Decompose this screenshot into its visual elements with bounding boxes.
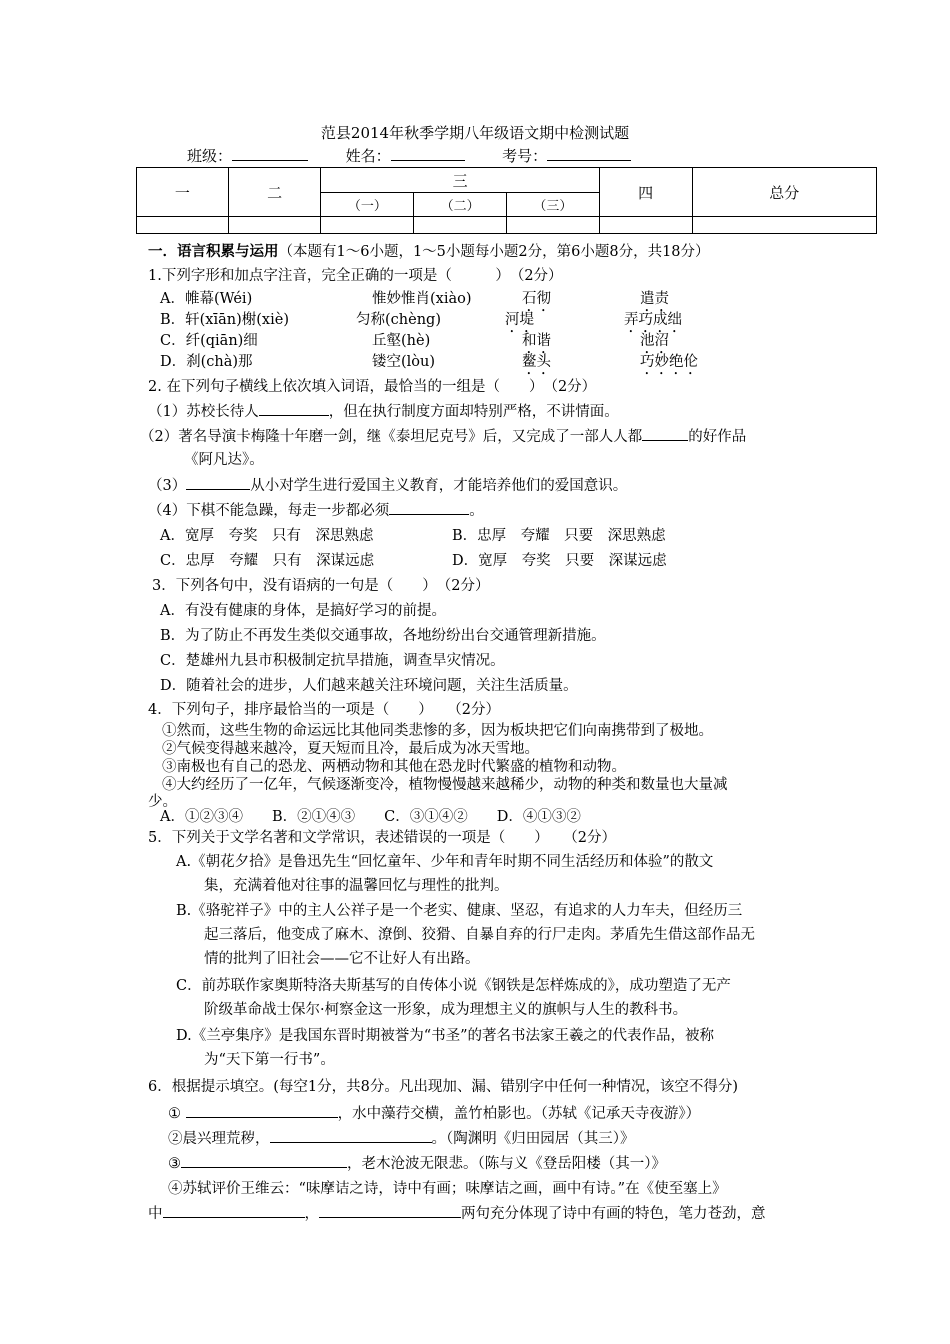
q6-l3-text: ，老木沧波无限悲。（陈与义《登岳阳楼（其一）》 [347, 1156, 666, 1172]
score-header-2: 二 [228, 168, 321, 217]
q2-blank-1[interactable] [259, 402, 329, 416]
q5-option-c-line1: C．前苏联作家奥斯特洛夫斯基写的自传体小说《钢铁是怎样炼成的》，成功塑造了无产 [176, 978, 731, 994]
exam-no-label: 考号： [502, 147, 548, 165]
q1-option-b-1: B．轩(xīān)榭(xiè) [160, 312, 289, 328]
q4-options: A．①②③④ B．②①④③ C．③①④② D．④①③② [160, 809, 581, 825]
q2-sentence-2 [140, 425, 746, 446]
exam-no-blank[interactable] [547, 146, 631, 161]
q2-option-d: D．宽厚 夸奖 只要 深谋远虑 [452, 553, 667, 569]
q2-sentence-4 [148, 499, 484, 520]
score-header-1: 一 [137, 168, 229, 217]
q6-l1-text: ，水中藻荇交横，盖竹柏影也。（苏轼《记承天寺夜游》） [337, 1106, 701, 1122]
q1-option-b-3: 河堤 [505, 312, 534, 328]
q6-l5-text-c: 两句充分体现了诗中有画的特色，笔力苍劲，意 [461, 1206, 766, 1222]
q6-line-4: ④苏轼评价王维云：“味摩诘之诗，诗中有画；味摩诘之画，画中有诗。”在《使至塞上》 [168, 1181, 727, 1197]
q2-option-a: A．宽厚 夸奖 只有 深思熟虑 [160, 528, 374, 544]
score-sub-3: （三） [507, 193, 600, 217]
score-header-total: 总分 [692, 168, 876, 217]
q2-option-b: B．忠厚 夸耀 只要 深思熟虑 [452, 528, 666, 544]
q6-l1-number: ① [168, 1106, 181, 1122]
section1-heading-line [148, 240, 710, 261]
exam-title: 范县2014年秋季学期八年级语文期中检测试题 [320, 124, 630, 142]
q3-option-c: C．楚雄州九县市积极制定抗旱措施，调查旱灾情况。 [160, 653, 505, 669]
q4-sentence-4-cont: 少。 [148, 794, 177, 810]
q1-option-a-2: 惟妙惟肖(xiào) [372, 291, 472, 307]
score-table [136, 167, 877, 234]
q6-blank-5[interactable] [319, 1204, 461, 1218]
q2-s4-text-b: 。 [469, 503, 484, 519]
q6-l3-number: ③ [168, 1156, 181, 1172]
q1-option-a-3: 石彻 [522, 291, 551, 307]
q2-s1-text-a: （1）苏校长待人 [148, 404, 259, 420]
q4-sentence-2: ②气候变得越来越冷，夏天短而且冷，最后成为冰天雪地。 [162, 741, 539, 757]
q3-stem: 3．下列各句中，没有语病的一句是（ ） （2分） [152, 578, 490, 594]
q5-option-b-line3: 情的批判了旧社会——它不让好人有出路。 [204, 951, 480, 967]
q2-option-c: C．忠厚 夸耀 只有 深谋远虑 [160, 553, 375, 569]
q4-sentence-1: ①然而，这些生物的命运远比其他同类悲惨的多，因为板块把它们向南携带到了极地。 [162, 723, 713, 739]
section1-desc: （本题有1～6小题，1～5小题每小题2分，第6小题8分，共18分） [278, 244, 710, 260]
q6-blank-4[interactable] [163, 1204, 305, 1218]
section1-heading: 一．语言积累与运用 [148, 243, 279, 260]
q6-line-2 [168, 1127, 635, 1148]
q1-option-d-1: D．刹(chà)那 [160, 354, 253, 370]
q1-option-c-1: C．纤(qiān)细 [160, 333, 258, 349]
q5-option-c-line2: 阶级革命战士保尔·柯察金这一形象，成为理想主义的旗帜与人生的教科书。 [204, 1002, 688, 1018]
q5-option-a-line1: A.《朝花夕拾》是鲁迅先生“回忆童年、少年和青年时期不同生活经历和体验”的散文 [176, 854, 714, 870]
q1-option-c-3: 和谐 [522, 333, 551, 349]
q5-option-b-line2: 起三落后，他变成了麻木、潦倒、狡猾、自暴自弃的行尸走肉。茅盾先生借这部作品无 [204, 927, 755, 943]
q1-option-b-4: 弄巧成绌 [624, 312, 682, 328]
q6-l5-comma: ， [304, 1206, 319, 1222]
q6-blank-1[interactable] [186, 1104, 338, 1118]
q2-blank-2[interactable] [642, 427, 688, 441]
q6-blank-2[interactable] [270, 1129, 432, 1143]
q1-stem: 1.下列字形和加点字注音，完全正确的一项是（ ） （2分） [148, 268, 563, 284]
q5-stem: 5．下列关于文学名著和文学常识，表述错误的一项是（ ） （2分） [148, 830, 616, 846]
name-label: 姓名： [345, 147, 391, 165]
q2-s3-text-b: 从小对学生进行爱国主义教育，才能培养他们的爱国意识。 [250, 478, 628, 494]
q4-sentence-4: ④大约经历了一亿年，气候逐渐变冷，植物慢慢越来越稀少，动物的种类和数量也大量减 [162, 777, 728, 793]
q5-option-b-line1: B.《骆驼祥子》中的主人公祥子是一个老实、健康、坚忍，有追求的人力车夫，但经历三 [176, 903, 743, 919]
q3-option-b: B．为了防止不再发生类似交通事故，各地纷纷出台交通管理新措施。 [160, 628, 606, 644]
q1-option-d-2: 镂空(lòu) [372, 354, 436, 370]
score-header-3: 三 [321, 168, 599, 193]
q1-option-a-1: A．帷幕(Wéi) [160, 291, 253, 307]
q6-stem: 6．根据提示填空。(每空1分，共8分。凡出现加、漏、错别字中任何一种情况，该空不得分) [148, 1079, 738, 1095]
q2-sentence-3 [148, 474, 627, 495]
name-blank[interactable] [391, 146, 465, 161]
q5-option-d-line1: D.《兰亭集序》是我国东晋时期被誉为“书圣”的著名书法家王羲之的代表作品，被称 [176, 1028, 715, 1044]
class-label: 班级： [187, 147, 233, 165]
score-sub-1: （一） [321, 193, 414, 217]
score-cell-3b[interactable] [414, 217, 507, 234]
q6-blank-3[interactable] [181, 1154, 347, 1168]
score-header-4: 四 [599, 168, 692, 217]
q3-option-a: A．有没有健康的身体，是搞好学习的前提。 [160, 603, 446, 619]
q2-s1-text-b: ，但在执行制度方面却特别严格，不讲情面。 [328, 404, 619, 420]
q6-l5-text-a: 中 [148, 1206, 163, 1222]
q1-option-b-2: 匀称(chèng) [356, 312, 441, 328]
q1-option-c-4: 池沼 [640, 333, 669, 349]
q2-sentence-1 [148, 400, 619, 421]
q5-option-d-line2: 为“天下第一行书”。 [204, 1052, 335, 1068]
q1-option-a-4: 遣责 [640, 291, 669, 307]
score-cell-2[interactable] [228, 217, 321, 234]
q1-option-d-4: 巧妙绝伦 [640, 354, 698, 370]
q2-s2-continuation: 《阿凡达》。 [184, 452, 264, 468]
score-cell-1[interactable] [137, 217, 229, 234]
q6-l2-text-a: ②晨兴理荒秽， [168, 1131, 270, 1147]
q4-stem: 4．下列句子，排序最恰当的一项是（ ） （2分） [148, 702, 500, 718]
score-cell-3a[interactable] [321, 217, 414, 234]
q4-sentence-3: ③南极也有自己的恐龙、两栖动物和其他在恐龙时代繁盛的植物和动物。 [162, 759, 626, 775]
class-blank[interactable] [232, 146, 308, 161]
q2-s3-text-a: （3） [148, 478, 187, 494]
score-sub-2: （二） [414, 193, 507, 217]
score-cell-3c[interactable] [507, 217, 600, 234]
q6-line-5 [148, 1202, 766, 1223]
q2-blank-3[interactable] [186, 476, 250, 490]
q5-option-a-line2: 集，充满着他对往事的温馨回忆与理性的批判。 [204, 878, 509, 894]
q3-option-d: D．随着社会的进步，人们越来越关注环境问题，关注生活质量。 [160, 678, 578, 694]
score-cell-total[interactable] [692, 217, 876, 234]
q6-line-1 [168, 1102, 700, 1123]
q2-blank-4[interactable] [389, 501, 469, 515]
q2-s2-text-b: 的好作品 [688, 429, 747, 445]
q2-stem: 2. 在下列句子横线上依次填入词语，最恰当的一组是（ ） （2分） [148, 379, 597, 395]
q1-option-c-2: 丘壑(hè) [372, 333, 431, 349]
q6-line-3 [168, 1152, 666, 1173]
q2-s2-text-a: （2）著名导演卡梅隆十年磨一剑，继《泰坦尼克号》后，又完成了一部人人都 [140, 429, 643, 445]
q2-s4-text-a: （4）下棋不能急躁，每走一步都必须 [148, 503, 390, 519]
score-cell-4[interactable] [599, 217, 692, 234]
student-info-row [187, 145, 631, 166]
q1-option-d-3: 鳌头 [522, 354, 551, 370]
q6-l2-text-b: 。（陶渊明《归田园居（其三）》 [431, 1131, 635, 1147]
